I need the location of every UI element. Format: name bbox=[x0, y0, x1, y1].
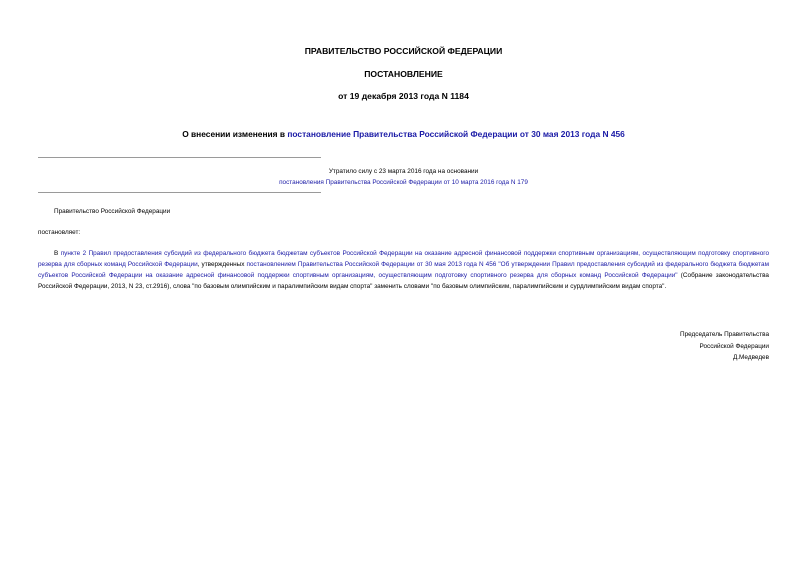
signature-org: Российской Федерации bbox=[699, 343, 769, 350]
main-paragraph bbox=[38, 248, 769, 292]
status-note: Утратило силу с 23 марта 2016 года на основании bbox=[328, 168, 479, 175]
rules-clause-link[interactable]: пункте 2 Правил предоставления субсидий из федерального бюджета бюджетам субъектов Российской Федерации на оказание адресной финансовой поддержки спортивным организациям, осуществляющим подготовку спортивного резерва для сборных команд Российской Федерации bbox=[38, 250, 769, 269]
signature-title: Председатель Правительства bbox=[680, 331, 769, 338]
divider-top bbox=[38, 157, 321, 158]
government-heading: ПРАВИТЕЛЬСТВО РОССИЙСКОЙ ФЕДЕРАЦИИ bbox=[304, 46, 503, 56]
document-date-number: от 19 декабря 2013 года N 1184 bbox=[338, 91, 469, 101]
paragraph-end: (Собрание законодательства Российской Федерации, 2013, N 23, ст.2916), слова "по базовым олимпийским и паралимпийским видам спорта" заменить словами "по базовым олимпийским, паралимпийским и сурдлимпийским видам спорта". bbox=[38, 272, 769, 291]
paragraph-middle: , утвержденных bbox=[197, 261, 247, 269]
divider-bottom bbox=[38, 192, 321, 193]
title-link[interactable]: постановление Правительства Российской Федерации от 30 мая 2013 года N 456 bbox=[287, 129, 625, 139]
resolves-paragraph: постановляет: bbox=[38, 229, 81, 236]
signature-name: Д.Медведев bbox=[732, 354, 769, 361]
resolution-456-link[interactable]: постановлением Правительства Российской Федерации от 30 мая 2013 года N 456 "Об утверждении Правил предоставления субсидий из федерального бюджета бюджетам субъектов Российской Федерации на оказание адресной финансовой поддержки спортивным организациям, осуществляющим подготовку спортивного резерва для сборных команд Российской Федерации" bbox=[38, 261, 769, 280]
government-paragraph: Правительство Российской Федерации bbox=[54, 208, 171, 215]
document-title bbox=[0, 129, 807, 139]
document-type-heading: ПОСТАНОВЛЕНИЕ bbox=[364, 69, 443, 79]
status-note-link[interactable]: постановления Правительства Российской Федерации от 10 марта 2016 года N 179 bbox=[279, 179, 528, 186]
title-prefix: О внесении изменения в bbox=[182, 129, 288, 139]
paragraph-start: В bbox=[54, 250, 61, 257]
